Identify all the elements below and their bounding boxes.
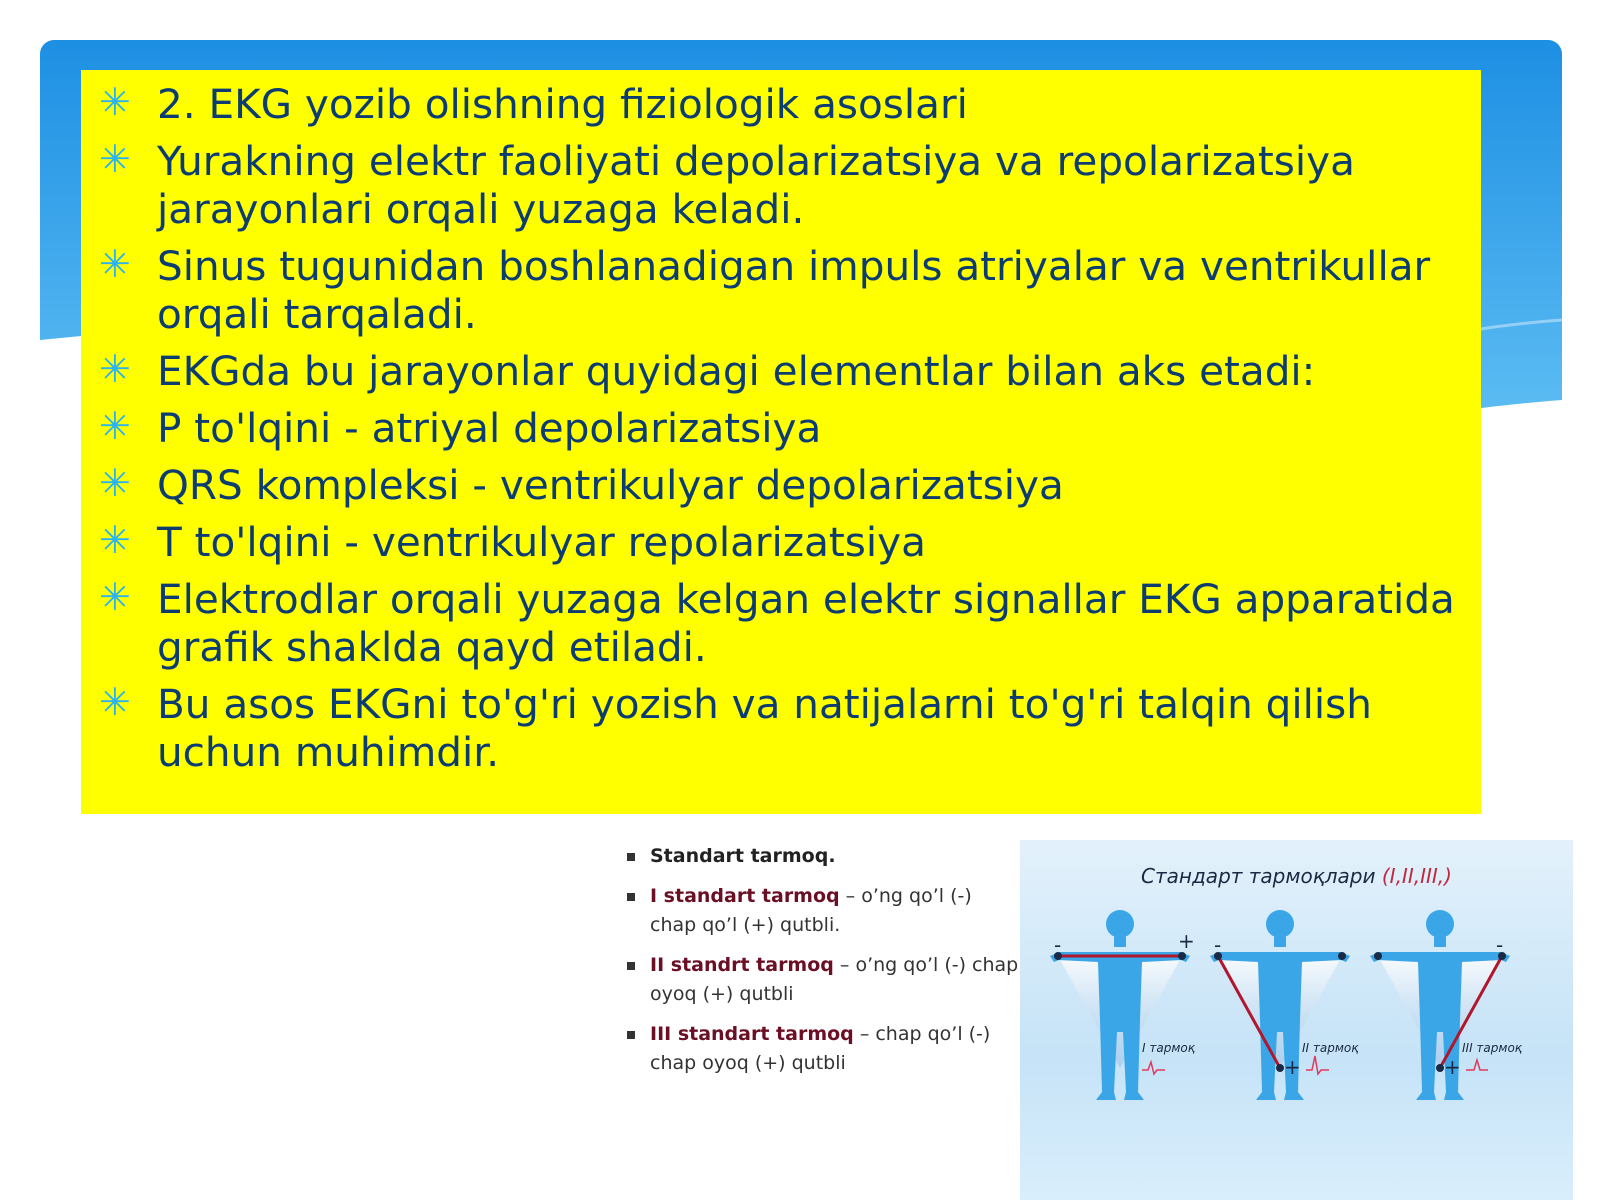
minus-sign: - xyxy=(1054,933,1062,957)
inset-term: I standart tarmoq xyxy=(650,885,840,907)
plus-sign: + xyxy=(1178,929,1195,953)
lead-label: I тармоқ xyxy=(1142,1041,1195,1055)
square-bullet-icon xyxy=(627,962,635,970)
inset-item xyxy=(620,951,1020,1009)
asterisk-icon: ✳ xyxy=(99,404,131,448)
bullet-text: T to'lqini - ventrikulyar repolarizatsiya xyxy=(157,518,926,566)
bullet-text: P to'lqini - atriyal depolarizatsiya xyxy=(157,404,822,452)
inset-item xyxy=(620,842,1020,871)
lead-figure-ii xyxy=(1210,910,1359,1100)
asterisk-icon: ✳ xyxy=(99,518,131,562)
inset-item xyxy=(620,1020,1020,1078)
einthoven-figures xyxy=(1020,840,1573,1200)
ecg-trace-icon xyxy=(1466,1060,1488,1070)
minus-sign: - xyxy=(1214,933,1222,957)
inset-description: – o’ng qo’l (-) chap oyoq (+) qutbli xyxy=(650,954,1019,1005)
inset-description: – chap qo’l (-) chap oyoq (+) qutbli xyxy=(650,1023,991,1074)
bullet-item xyxy=(93,242,1461,338)
bullet-list xyxy=(93,80,1461,776)
square-bullet-icon xyxy=(627,1031,635,1039)
minus-sign: - xyxy=(1496,933,1504,957)
lead-label: III тармоқ xyxy=(1462,1041,1523,1055)
lead-label: II тармоқ xyxy=(1302,1041,1359,1055)
lead-figure-i xyxy=(1050,910,1196,1100)
asterisk-icon: ✳ xyxy=(99,680,131,724)
bullet-item xyxy=(93,404,1461,452)
main-text-box xyxy=(81,70,1481,814)
plus-sign: + xyxy=(1444,1055,1461,1079)
standard-leads-list xyxy=(620,842,1020,1089)
plus-sign: + xyxy=(1284,1055,1301,1079)
bullet-text: Elektrodlar orqali yuzaga kelgan elektr signallar EKG apparatida grafik shaklda qayd etiladi. xyxy=(157,575,1455,671)
bullet-item xyxy=(93,347,1461,395)
asterisk-icon: ✳ xyxy=(99,137,131,181)
inset-term: Standart tarmoq. xyxy=(650,845,836,867)
figure-title-text: Стандарт тармоқлари xyxy=(1141,864,1382,888)
bullet-item xyxy=(93,575,1461,671)
asterisk-icon: ✳ xyxy=(99,80,131,124)
asterisk-icon: ✳ xyxy=(99,347,131,391)
ecg-trace-icon xyxy=(1306,1056,1329,1074)
bullet-text: 2. EKG yozib olishning fiziologik asoslari xyxy=(157,80,968,128)
figure-title-roman: (I,II,III,) xyxy=(1381,864,1452,888)
bullet-text: EKGda bu jarayonlar quyidagi elementlar bilan aks etadi: xyxy=(157,347,1316,395)
standard-leads-figure xyxy=(1020,840,1573,1200)
asterisk-icon: ✳ xyxy=(99,461,131,505)
bullet-item xyxy=(93,518,1461,566)
bullet-text: QRS kompleksi - ventrikulyar depolarizatsiya xyxy=(157,461,1064,509)
bullet-item xyxy=(93,137,1461,233)
inset-term: II standrt tarmoq xyxy=(650,954,834,976)
bullet-text: Yurakning elektr faoliyati depolarizatsiya va repolarizatsiya jarayonlari orqali yuzaga keladi. xyxy=(157,137,1355,233)
inset-term: III standart tarmoq xyxy=(650,1023,854,1045)
inset-description: – o’ng qo’l (-) chap qo’l (+) qutbli. xyxy=(650,885,972,936)
bullet-item xyxy=(93,461,1461,509)
ecg-trace-icon xyxy=(1142,1062,1165,1074)
bullet-text: Bu asos EKGni to'g'ri yozish va natijalarni to'g'ri talqin qilish uchun muhimdir. xyxy=(157,680,1372,776)
bullet-item xyxy=(93,80,1461,128)
bullet-text: Sinus tugunidan boshlanadigan impuls atriyalar va ventrikullar orqali tarqaladi. xyxy=(157,242,1431,338)
asterisk-icon: ✳ xyxy=(99,575,131,619)
square-bullet-icon xyxy=(627,853,635,861)
square-bullet-icon xyxy=(627,893,635,901)
asterisk-icon: ✳ xyxy=(99,242,131,286)
lead-figure-iii xyxy=(1370,910,1523,1100)
inset-item xyxy=(620,882,1020,940)
bullet-item xyxy=(93,680,1461,776)
